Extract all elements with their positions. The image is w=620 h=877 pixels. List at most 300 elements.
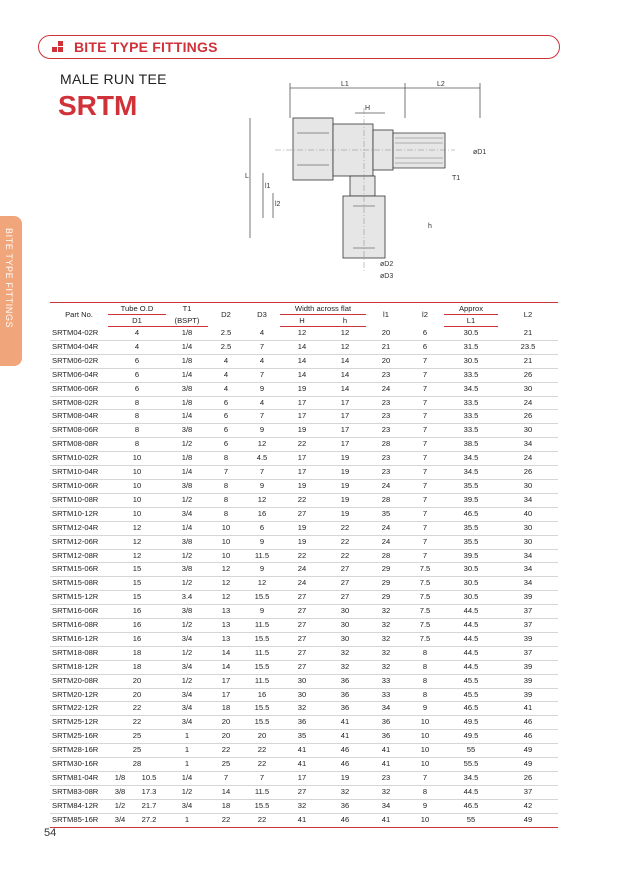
table-cell: 7.5 <box>406 577 444 591</box>
part-number-cell: SRTM08-06R <box>50 424 108 438</box>
table-cell: 19 <box>324 452 366 466</box>
table-cell: 11.5 <box>244 646 280 660</box>
col-header-tube-od: Tube O.D <box>108 303 166 315</box>
table-cell: 36 <box>324 674 366 688</box>
table-cell: 6 <box>208 396 244 410</box>
table-cell: 7 <box>244 466 280 480</box>
table-cell: 17 <box>280 452 324 466</box>
table-cell: 14 <box>324 368 366 382</box>
table-cell: 6 <box>208 438 244 452</box>
part-number-cell: SRTM08-02R <box>50 396 108 410</box>
table-cell: 2.5 <box>208 327 244 341</box>
table-cell: 32 <box>280 799 324 813</box>
table-cell: 25 <box>108 744 166 758</box>
table-cell: 30 <box>324 619 366 633</box>
label-l1: l1 <box>265 183 271 190</box>
table-cell: 38.5 <box>444 438 498 452</box>
col-header-d3: D3 <box>244 303 280 327</box>
table-cell: 34 <box>498 563 558 577</box>
table-cell: 37 <box>498 646 558 660</box>
table-cell: 22 <box>280 549 324 563</box>
table-cell: 16 <box>244 507 280 521</box>
table-cell: 4 <box>244 396 280 410</box>
table-cell: 1/4 <box>166 340 208 354</box>
table-cell: 10 <box>208 521 244 535</box>
table-row <box>50 466 558 480</box>
table-cell: 14 <box>208 646 244 660</box>
table-row <box>50 563 558 577</box>
table-cell: 10 <box>406 730 444 744</box>
table-cell: 24 <box>498 452 558 466</box>
table-cell: 39 <box>498 688 558 702</box>
table-cell: 55.5 <box>444 758 498 772</box>
table-cell: 28 <box>366 493 406 507</box>
table-cell: 41 <box>366 813 406 827</box>
table-cell: 1/8 <box>166 396 208 410</box>
table-cell: 17 <box>280 396 324 410</box>
table-cell: 35.5 <box>444 535 498 549</box>
part-number-cell: SRTM22-12R <box>50 702 108 716</box>
table-row <box>50 507 558 521</box>
table-cell: 6 <box>108 368 166 382</box>
table-cell: 4 <box>208 354 244 368</box>
table-cell: 15.5 <box>244 660 280 674</box>
table-cell: 1/4 <box>166 410 208 424</box>
table-cell: 30 <box>324 605 366 619</box>
col-header-approx: Approx <box>444 303 498 315</box>
part-number-cell: SRTM12-04R <box>50 521 108 535</box>
col-header-t1: T1 <box>166 303 208 315</box>
table-cell: 1/2 <box>166 493 208 507</box>
table-cell: 19 <box>280 521 324 535</box>
table-cell: 12 <box>324 327 366 341</box>
table-cell: 22 <box>244 813 280 827</box>
part-number-cell: SRTM16-08R <box>50 619 108 633</box>
table-cell: 30 <box>280 688 324 702</box>
table-cell: 6 <box>406 340 444 354</box>
table-cell: 16 <box>108 605 166 619</box>
table-cell: 44.5 <box>444 619 498 633</box>
table-cell: 33 <box>366 688 406 702</box>
table-cell: 32 <box>280 702 324 716</box>
table-cell: 42 <box>498 799 558 813</box>
table-cell: 49 <box>498 758 558 772</box>
table-cell: 7 <box>244 340 280 354</box>
table-cell: 21.7 <box>132 799 166 813</box>
table-cell: 30.5 <box>444 591 498 605</box>
table-row <box>50 327 558 341</box>
table-cell: 24 <box>280 563 324 577</box>
table-cell: 45.5 <box>444 674 498 688</box>
table-cell: 19 <box>324 466 366 480</box>
table-cell: 6 <box>108 354 166 368</box>
table-cell: 19 <box>280 382 324 396</box>
part-number-cell: SRTM10-12R <box>50 507 108 521</box>
table-cell: 22 <box>244 744 280 758</box>
table-cell: 17 <box>280 772 324 786</box>
table-cell: 32 <box>366 632 406 646</box>
part-number-cell: SRTM06-02R <box>50 354 108 368</box>
table-cell: 39.5 <box>444 493 498 507</box>
table-cell: 33.5 <box>444 396 498 410</box>
table-cell: 16 <box>108 632 166 646</box>
table-cell: 12 <box>208 577 244 591</box>
table-cell: 32 <box>366 619 406 633</box>
table-cell: 8 <box>208 507 244 521</box>
table-cell: 18 <box>108 646 166 660</box>
table-cell: 8 <box>208 479 244 493</box>
table-row <box>50 521 558 535</box>
table-cell: 55 <box>444 813 498 827</box>
table-cell: 3/4 <box>166 702 208 716</box>
table-cell: 23 <box>366 466 406 480</box>
table-cell: 20 <box>208 730 244 744</box>
table-cell: 1 <box>166 813 208 827</box>
table-cell: 17 <box>280 466 324 480</box>
page-number: 54 <box>44 827 57 839</box>
table-cell: 7 <box>406 549 444 563</box>
table-cell: 17 <box>324 424 366 438</box>
table-cell: 7 <box>406 410 444 424</box>
table-cell: 22 <box>280 438 324 452</box>
table-cell: 41 <box>324 716 366 730</box>
table-cell: 32 <box>324 660 366 674</box>
table-cell: 7 <box>208 772 244 786</box>
table-cell: 7.5 <box>406 619 444 633</box>
table-cell: 49.5 <box>444 730 498 744</box>
table-cell: 30 <box>498 535 558 549</box>
table-cell: 8 <box>108 396 166 410</box>
table-cell: 8 <box>208 452 244 466</box>
technical-drawing <box>245 78 495 283</box>
col-header-bspt: (BSPT) <box>166 315 208 327</box>
table-row <box>50 410 558 424</box>
part-number-cell: SRTM15-06R <box>50 563 108 577</box>
table-row <box>50 340 558 354</box>
table-cell: 8 <box>406 688 444 702</box>
table-cell: 18 <box>208 702 244 716</box>
table-cell: 30 <box>280 674 324 688</box>
table-cell: 3/8 <box>166 382 208 396</box>
table-cell: 22 <box>108 702 166 716</box>
table-cell: 8 <box>406 646 444 660</box>
col-header-part-no: Part No. <box>50 303 108 327</box>
product-model: SRTM <box>58 90 138 121</box>
table-cell: 26 <box>498 466 558 480</box>
table-cell: 10 <box>108 493 166 507</box>
table-cell: 1/2 <box>166 438 208 452</box>
table-cell: 27 <box>280 619 324 633</box>
table-cell: 22 <box>208 813 244 827</box>
table-cell: 12 <box>108 549 166 563</box>
table-cell: 34 <box>498 549 558 563</box>
table-cell: 44.5 <box>444 632 498 646</box>
table-cell: 17 <box>324 410 366 424</box>
table-cell: 33.5 <box>444 368 498 382</box>
table-cell: 12 <box>108 535 166 549</box>
label-l2: l2 <box>275 201 281 208</box>
table-cell: 21 <box>366 340 406 354</box>
table-cell: 36 <box>366 730 406 744</box>
table-cell: 24 <box>366 535 406 549</box>
table-cell: 19 <box>324 507 366 521</box>
table-cell: 22 <box>208 744 244 758</box>
table-cell: 30 <box>498 382 558 396</box>
table-cell: 39 <box>498 632 558 646</box>
left-nut <box>293 118 333 180</box>
table-cell: 40 <box>498 507 558 521</box>
table-cell: 3/8 <box>166 479 208 493</box>
table-cell: 7 <box>406 396 444 410</box>
table-cell: 10 <box>406 716 444 730</box>
table-cell: 12 <box>208 563 244 577</box>
table-cell: 7 <box>406 354 444 368</box>
table-cell: 41 <box>280 813 324 827</box>
table-cell: 23 <box>366 396 406 410</box>
table-cell: 39 <box>498 591 558 605</box>
part-number-cell: SRTM12-08R <box>50 549 108 563</box>
table-cell: 7 <box>406 507 444 521</box>
table-cell: 32 <box>324 646 366 660</box>
table-cell: 1/8 <box>166 452 208 466</box>
table-cell: 12 <box>244 577 280 591</box>
table-cell: 3/8 <box>166 563 208 577</box>
table-cell: 3.4 <box>166 591 208 605</box>
part-number-cell: SRTM84-12R <box>50 799 108 813</box>
table-cell: 9 <box>244 563 280 577</box>
table-cell: 34.5 <box>444 452 498 466</box>
table-cell: 6 <box>208 424 244 438</box>
table-row <box>50 591 558 605</box>
table-cell: 9 <box>244 424 280 438</box>
table-cell: 26 <box>498 772 558 786</box>
table-cell: 1/4 <box>166 772 208 786</box>
part-number-cell: SRTM20-08R <box>50 674 108 688</box>
table-cell: 21 <box>498 327 558 341</box>
part-number-cell: SRTM08-08R <box>50 438 108 452</box>
table-cell: 3/8 <box>166 605 208 619</box>
table-cell: 14 <box>280 340 324 354</box>
table-row <box>50 396 558 410</box>
table-cell: 10 <box>406 758 444 772</box>
table-cell: 30.5 <box>444 354 498 368</box>
table-cell: 15.5 <box>244 799 280 813</box>
table-cell: 7 <box>406 493 444 507</box>
table-cell: 35.5 <box>444 479 498 493</box>
table-cell: 3/8 <box>166 535 208 549</box>
table-cell: 1 <box>166 758 208 772</box>
table-cell: 36 <box>324 688 366 702</box>
table-cell: 20 <box>366 327 406 341</box>
part-number-cell: SRTM25-12R <box>50 716 108 730</box>
table-cell: 46 <box>498 716 558 730</box>
table-cell: 27 <box>280 507 324 521</box>
table-cell: 1/8 <box>166 327 208 341</box>
part-number-cell: SRTM30-16R <box>50 758 108 772</box>
table-cell: 7 <box>406 368 444 382</box>
table-cell: 32 <box>366 605 406 619</box>
table-cell: 27 <box>280 646 324 660</box>
table-cell: 7.5 <box>406 605 444 619</box>
table-row <box>50 799 558 813</box>
table-cell: 13 <box>208 605 244 619</box>
col-header-h-lower: h <box>324 315 366 327</box>
table-cell: 4 <box>108 340 166 354</box>
table-cell: 1/2 <box>166 549 208 563</box>
table-cell: 45.5 <box>444 688 498 702</box>
table-cell: 46.5 <box>444 799 498 813</box>
table-cell: 1/2 <box>166 577 208 591</box>
table-cell: 20 <box>208 716 244 730</box>
table-cell: 34.5 <box>444 466 498 480</box>
table-cell: 15 <box>108 591 166 605</box>
table-cell: 14 <box>208 785 244 799</box>
table-cell: 7 <box>406 452 444 466</box>
table-cell: 34 <box>498 438 558 452</box>
table-cell: 17 <box>324 396 366 410</box>
table-cell: 7 <box>208 466 244 480</box>
table-cell: 3/8 <box>108 785 132 799</box>
table-cell: 12 <box>244 438 280 452</box>
table-cell: 4.5 <box>244 452 280 466</box>
part-number-cell: SRTM06-04R <box>50 368 108 382</box>
table-cell: 35 <box>280 730 324 744</box>
table-row <box>50 619 558 633</box>
label-h: h <box>428 223 432 230</box>
table-cell: 19 <box>280 479 324 493</box>
table-cell: 3/4 <box>108 813 132 827</box>
table-row <box>50 813 558 827</box>
spec-table <box>50 302 558 828</box>
table-cell: 14 <box>324 354 366 368</box>
table-cell: 26 <box>498 368 558 382</box>
table-cell: 8 <box>406 660 444 674</box>
table-row <box>50 535 558 549</box>
table-row <box>50 438 558 452</box>
table-cell: 18 <box>108 660 166 674</box>
table-cell: 30.5 <box>444 563 498 577</box>
table-cell: 10 <box>108 507 166 521</box>
table-cell: 35 <box>366 507 406 521</box>
part-number-cell: SRTM06-06R <box>50 382 108 396</box>
table-cell: 8 <box>406 674 444 688</box>
table-cell: 15.5 <box>244 702 280 716</box>
table-cell: 15 <box>108 577 166 591</box>
table-cell: 30 <box>324 632 366 646</box>
col-header-d1: D1 <box>108 315 166 327</box>
col-header-l2-small: l2 <box>406 303 444 327</box>
col-header-L1: L1 <box>444 315 498 327</box>
table-cell: 28 <box>366 438 406 452</box>
table-row <box>50 772 558 786</box>
table-cell: 22 <box>244 758 280 772</box>
table-cell: 20 <box>108 674 166 688</box>
table-cell: 46 <box>498 730 558 744</box>
table-row <box>50 605 558 619</box>
table-cell: 23 <box>366 452 406 466</box>
table-cell: 8 <box>108 438 166 452</box>
table-cell: 46 <box>324 813 366 827</box>
table-cell: 3/4 <box>166 799 208 813</box>
table-cell: 29 <box>366 563 406 577</box>
table-cell: 46 <box>324 744 366 758</box>
part-number-cell: SRTM15-12R <box>50 591 108 605</box>
table-row <box>50 452 558 466</box>
part-number-cell: SRTM10-06R <box>50 479 108 493</box>
table-cell: 16 <box>244 688 280 702</box>
label-L1: L1 <box>341 81 349 88</box>
table-cell: 11.5 <box>244 674 280 688</box>
table-cell: 27 <box>280 785 324 799</box>
table-cell: 4 <box>208 382 244 396</box>
table-cell: 39 <box>498 660 558 674</box>
table-cell: 9 <box>244 382 280 396</box>
col-header-width-across-flat: Width across flat <box>280 303 366 315</box>
table-cell: 19 <box>324 493 366 507</box>
table-cell: 11.5 <box>244 785 280 799</box>
table-cell: 34 <box>366 702 406 716</box>
table-cell: 15.5 <box>244 632 280 646</box>
table-cell: 6 <box>244 521 280 535</box>
table-cell: 9 <box>244 535 280 549</box>
table-cell: 12 <box>244 493 280 507</box>
table-cell: 6 <box>108 382 166 396</box>
section-header <box>38 35 560 59</box>
table-cell: 6 <box>406 327 444 341</box>
table-cell: 3/4 <box>166 688 208 702</box>
table-cell: 19 <box>324 479 366 493</box>
table-cell: 9 <box>406 799 444 813</box>
table-cell: 12 <box>324 340 366 354</box>
table-cell: 32 <box>366 660 406 674</box>
table-cell: 41 <box>280 758 324 772</box>
part-number-cell: SRTM10-04R <box>50 466 108 480</box>
table-cell: 22 <box>324 535 366 549</box>
table-row <box>50 674 558 688</box>
table-cell: 30 <box>498 521 558 535</box>
part-number-cell: SRTM16-12R <box>50 632 108 646</box>
table-cell: 7 <box>244 410 280 424</box>
table-cell: 49 <box>498 744 558 758</box>
table-cell: 20 <box>366 354 406 368</box>
table-cell: 7 <box>244 772 280 786</box>
label-D1: øD1 <box>473 149 487 156</box>
table-cell: 12 <box>108 521 166 535</box>
table-row <box>50 479 558 493</box>
table-cell: 32 <box>324 785 366 799</box>
table-cell: 14 <box>208 660 244 674</box>
table-cell: 15.5 <box>244 591 280 605</box>
table-cell: 1 <box>166 730 208 744</box>
table-cell: 7 <box>406 479 444 493</box>
table-cell: 12 <box>280 327 324 341</box>
table-cell: 9 <box>244 605 280 619</box>
table-cell: 23 <box>366 368 406 382</box>
table-cell: 1/2 <box>166 785 208 799</box>
table-cell: 17 <box>208 674 244 688</box>
table-row <box>50 493 558 507</box>
table-cell: 36 <box>366 716 406 730</box>
table-cell: 24 <box>498 396 558 410</box>
table-cell: 4 <box>108 327 166 341</box>
table-cell: 4 <box>244 354 280 368</box>
table-cell: 37 <box>498 605 558 619</box>
table-cell: 8 <box>108 424 166 438</box>
table-cell: 9 <box>244 479 280 493</box>
spec-table-body <box>50 327 558 828</box>
table-cell: 10 <box>108 466 166 480</box>
table-cell: 3/8 <box>166 424 208 438</box>
